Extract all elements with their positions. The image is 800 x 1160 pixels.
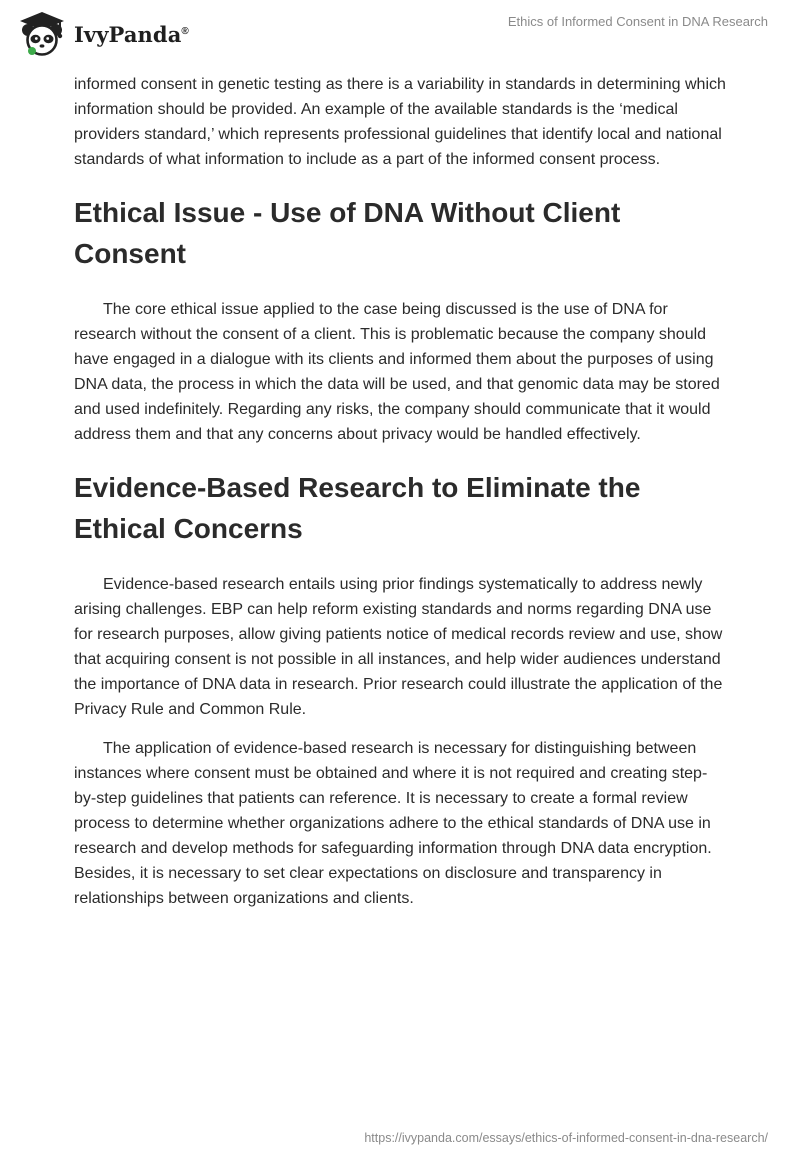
section-heading-ethical-issue: Ethical Issue - Use of DNA Without Client Consent xyxy=(74,197,621,269)
panda-graduate-icon xyxy=(14,8,70,58)
brand-name: IvyPanda® xyxy=(74,21,189,47)
essay-content xyxy=(74,72,726,925)
page-header xyxy=(0,0,800,66)
paragraph-evidence-based-1: Evidence-based research entails using prior findings systematically to address newly arising challenges. EBP can help reform existing standards and norms regarding DNA use for research purposes, allow giving patients notice of medical records review and use, show that acquiring consent is not possible in all instances, and help wider audiences understand the importance of DNA data in research. Prior research could illustrate the application of the Privacy Rule and Common Rule. xyxy=(74,576,723,718)
paragraph-ethical-issue: The core ethical issue applied to the case being discussed is the use of DNA for research without the consent of a client. This is problematic because the company should have engaged in a dialogue with its clients and informed them about the purposes of using DNA data, the process in which the data will be used, and that genomic data may be stored and used indefinitely. Regarding any risks, the company should communicate that it would address them and that any concerns about privacy would be handled effectively. xyxy=(74,301,720,443)
document-title: Ethics of Informed Consent in DNA Research xyxy=(507,14,768,29)
ivypanda-logo[interactable] xyxy=(14,8,189,58)
intro-paragraph: informed consent in genetic testing as there is a variability in standards in determining which information should be provided. An example of the available standards is the ‘medical providers standard,’ which represents professional guidelines that identify local and national standards of what information to include as a part of the informed consent process. xyxy=(74,76,726,168)
registered-mark: ® xyxy=(181,25,189,37)
section-heading-evidence-based-research: Evidence-Based Research to Eliminate the Ethical Concerns xyxy=(74,472,641,544)
source-url[interactable]: https://ivypanda.com/essays/ethics-of-informed-consent-in-dna-research/ xyxy=(364,1131,768,1145)
paragraph-evidence-based-2: The application of evidence-based research is necessary for distinguishing between instances where consent must be obtained and where it is not required and creating step-by-step guidelines that patients can reference. It is necessary to create a formal review process to determine whether organizations adhere to the ethical standards of DNA use in research and develop methods for safeguarding information through DNA data encryption. Besides, it is necessary to set clear expectations on disclosure and transparency in relationships between organizations and clients. xyxy=(74,740,712,907)
